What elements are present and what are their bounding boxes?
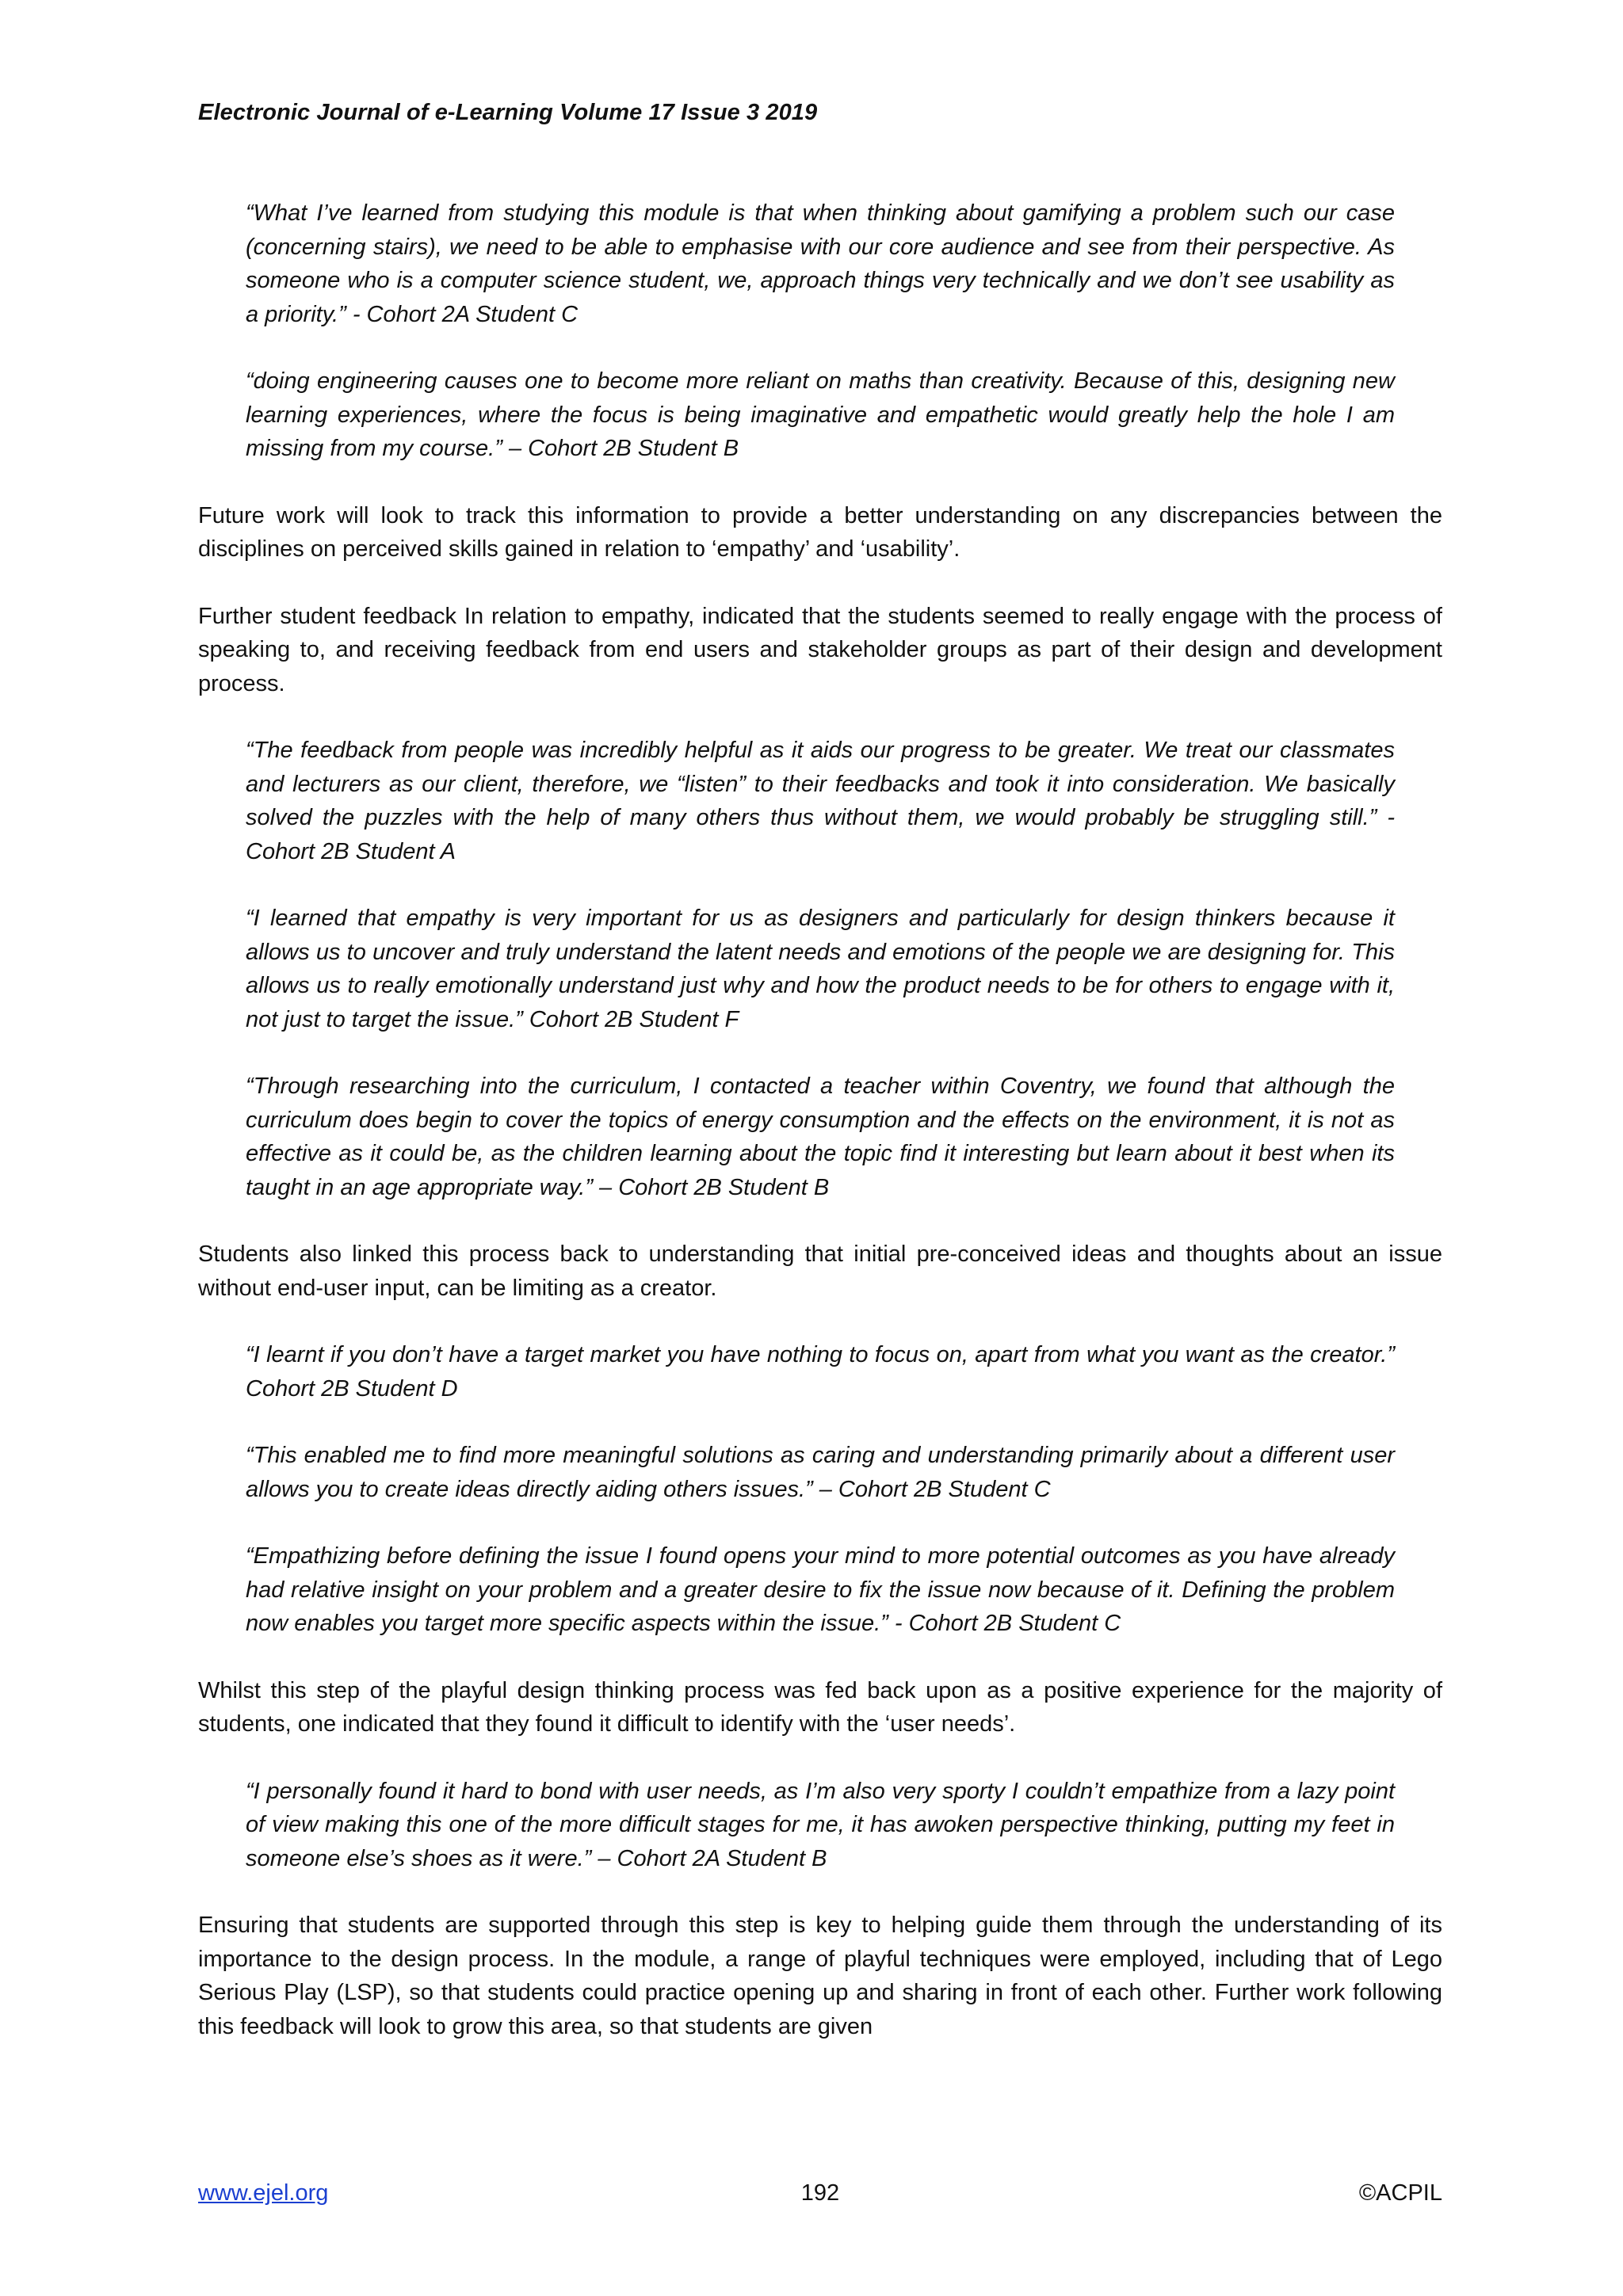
student-quote: “I learned that empathy is very important for us as designers and particularly for design thinkers because it allows us to uncover and truly understand the latent needs and emotions of the people we are designing for. This allows us to really emotionally understand just why and how the product needs to be for others to engage with it, not just to target the issue.” Cohort 2B Student F	[246, 906, 1395, 1032]
body-paragraph: Whilst this step of the playful design thinking process was fed back upon as a positive experience for the majority of students, one indicated that they found it difficult to identify with the ‘user needs’.	[198, 1677, 1442, 1737]
body-paragraph: Future work will look to track this information to provide a better understanding on any discrepancies between the disciplines on perceived skills gained in relation to ‘empathy’ and ‘usability’.	[198, 502, 1442, 562]
student-quote: “doing engineering causes one to become more reliant on maths than creativity. Because of this, designing new learning experiences, where the focus is being imaginative and empathetic would greatly help the hole I am missing from my course.” – Cohort 2B Student B	[246, 368, 1395, 461]
website-link[interactable]: www.ejel.org	[198, 2180, 329, 2206]
student-quote: “Empathizing before defining the issue I found opens your mind to more potential outcomes as you have already had relative insight on your problem and a greater desire to fix the issue now because of it. Defining the problem now enables you target more specific aspects within the issue.” - Cohort 2B Student C	[246, 1543, 1395, 1636]
copyright-notice: ©ACPIL	[1358, 2180, 1442, 2206]
student-quote: “What I’ve learned from studying this module is that when thinking about gamifying a problem such our case (concerning stairs), we need to be able to emphasise with our core audience and see from their perspective. As someone who is a computer science student, we, approach things very technically and we don’t see usability as a priority.” - Cohort 2A Student C	[246, 200, 1395, 327]
journal-header: Electronic Journal of e-Learning Volume 17 Issue 3 2019	[198, 100, 818, 125]
body-paragraph: Students also linked this process back to understanding that initial pre-conceived ideas and thoughts about an issue without end-user input, can be limiting as a creator.	[198, 1241, 1442, 1301]
student-quote: “This enabled me to find more meaningful solutions as caring and understanding primarily about a different user allows you to create ideas directly aiding others issues.” – Cohort 2B Student C	[246, 1443, 1395, 1502]
article-body	[198, 196, 1442, 2077]
body-paragraph: Ensuring that students are supported through this step is key to helping guide them through the understanding of its importance to the design process. In the module, a range of playful techniques were employed, including that of Lego Serious Play (LSP), so that students could practice opening up and sharing in front of each other. Further work following this feedback will look to grow this area, so that students are given	[198, 1913, 1442, 2039]
student-quote: “Through researching into the curriculum, I contacted a teacher within Coventry, we found that although the curriculum does begin to cover the topics of energy consumption and the effects on the environment, it is not as effective as it could be, as the children learning about the topic find it interesting but learn about it best when its taught in an age appropriate way.” – Cohort 2B Student B	[246, 1074, 1395, 1200]
student-quote: “I learnt if you don’t have a target market you have nothing to focus on, apart from what you want as the creator.” Cohort 2B Student D	[246, 1342, 1395, 1402]
page-footer	[198, 2180, 1442, 2212]
body-paragraph: Further student feedback In relation to empathy, indicated that the students seemed to really engage with the process of speaking to, and receiving feedback from end users and stakeholder groups as part of their design and development process.	[198, 603, 1442, 696]
student-quote: “I personally found it hard to bond with user needs, as I’m also very sporty I couldn’t empathize from a lazy point of view making this one of the more difficult stages for me, it has awoken perspective thinking, putting my feet in someone else’s shoes as it were.” – Cohort 2A Student B	[246, 1778, 1395, 1871]
page-number: 192	[800, 2180, 840, 2206]
student-quote: “The feedback from people was incredibly helpful as it aids our progress to be greater. We treat our classmates and lecturers as our client, therefore, we “listen” to their feedbacks and took it into consideration. We basically solved the puzzles with the help of many others thus without them, we would probably be struggling still.” - Cohort 2B Student A	[246, 738, 1395, 864]
